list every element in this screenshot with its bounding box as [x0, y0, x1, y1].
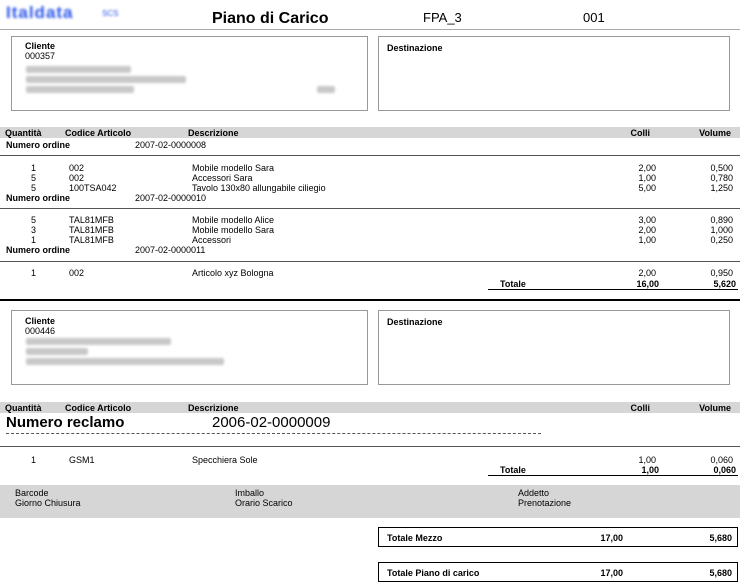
customer-code: 000357 — [25, 51, 56, 61]
row-colli: 3,00 — [638, 215, 656, 225]
giorno-chiusura-label: Giorno Chiusura — [15, 498, 81, 508]
redacted-customer-city — [26, 86, 134, 93]
order-divider — [0, 155, 740, 156]
row-volume: 1,250 — [710, 183, 733, 193]
reclamo-dashed-rule — [6, 433, 541, 434]
document-code: FPA_3 — [423, 10, 462, 25]
row-code: 100TSA042 — [69, 183, 117, 193]
order-number: 2007-02-0000011 — [135, 245, 206, 255]
row-colli: 5,00 — [638, 183, 656, 193]
order-number: 2007-02-0000008 — [135, 140, 207, 150]
row-code: GSM1 — [69, 455, 95, 465]
total-volume: 0,060 — [713, 465, 736, 475]
row-code: 002 — [69, 268, 85, 278]
redacted-customer-name — [26, 66, 131, 73]
row-desc: Tavolo 130x80 allungabile ciliegio — [192, 183, 326, 193]
total-underline — [488, 475, 738, 476]
col-volume: Volume — [699, 403, 731, 413]
order-divider — [0, 261, 740, 262]
addetto-label: Addetto — [518, 488, 550, 498]
total-underline — [488, 289, 738, 290]
document-number: 001 — [583, 10, 605, 25]
customer-label: Cliente — [25, 41, 56, 51]
redacted-customer-address — [26, 76, 186, 83]
destination-label: Destinazione — [387, 317, 443, 327]
row-code: TAL81MFB — [69, 225, 114, 235]
barcode-label: Barcode — [15, 488, 49, 498]
row-volume: 0,060 — [710, 455, 733, 465]
col-colli: Colli — [630, 128, 650, 138]
orario-scarico-label: Orario Scarico — [235, 498, 293, 508]
row-qty: 3 — [31, 225, 37, 235]
row-colli: 1,00 — [638, 173, 656, 183]
total-colli: 16,00 — [636, 279, 659, 289]
row-colli: 2,00 — [638, 225, 656, 235]
totale-mezzo-box — [378, 527, 738, 547]
imballo-label: Imballo — [235, 488, 265, 498]
destination-label: Destinazione — [387, 43, 443, 53]
total-volume: 5,620 — [713, 279, 736, 289]
document-title: Piano di Carico — [212, 10, 329, 27]
row-desc: Articolo xyz Bologna — [192, 268, 274, 278]
order-label: Numero ordine — [6, 193, 71, 203]
row-desc: Mobile modello Alice — [192, 215, 275, 225]
total-colli: 1,00 — [641, 465, 659, 475]
redacted-customer-address — [26, 348, 88, 355]
row-desc: Accessori — [192, 235, 232, 245]
col-descrizione: Descrizione — [188, 128, 239, 138]
row-colli: 1,00 — [638, 235, 656, 245]
row-code: TAL81MFB — [69, 235, 114, 245]
row-qty: 1 — [31, 455, 37, 465]
totale-piano-colli: 17,00 — [600, 568, 623, 578]
reclamo-label: Numero reclamo — [6, 414, 125, 431]
row-desc: Accessori Sara — [192, 173, 253, 183]
company-logo-sub: SCS — [102, 9, 119, 18]
col-codice-articolo: Codice Articolo — [65, 128, 132, 138]
prenotazione-label: Prenotazione — [518, 498, 572, 508]
totale-piano-volume: 5,680 — [709, 568, 732, 578]
row-volume: 0,780 — [710, 173, 733, 183]
row-volume: 0,890 — [710, 215, 733, 225]
row-volume: 0,950 — [710, 268, 733, 278]
row-qty: 1 — [31, 268, 37, 278]
company-logo: Italdata — [6, 3, 74, 22]
total-label: Totale — [500, 279, 526, 289]
reclamo-number: 2006-02-0000009 — [212, 414, 331, 431]
order-number: 2007-02-0000010 — [135, 193, 207, 203]
totale-piano-label: Totale Piano di carico — [387, 568, 480, 578]
redacted-customer-city — [26, 358, 224, 365]
totale-mezzo-volume: 5,680 — [709, 533, 732, 543]
redacted-customer-name — [26, 338, 171, 345]
col-descrizione: Descrizione — [188, 403, 239, 413]
section-separator — [0, 299, 740, 301]
total-label: Totale — [500, 465, 526, 475]
row-desc: Mobile modello Sara — [192, 163, 275, 173]
redacted-customer-province — [317, 86, 335, 93]
row-volume: 1,000 — [710, 225, 733, 235]
order-label: Numero ordine — [6, 245, 71, 255]
row-qty: 5 — [31, 215, 37, 225]
customer-box — [11, 36, 368, 111]
footer-band — [0, 485, 740, 518]
col-colli: Colli — [630, 403, 650, 413]
row-qty: 1 — [31, 235, 37, 245]
row-code: 002 — [69, 163, 85, 173]
row-qty: 5 — [31, 173, 37, 183]
order-divider — [0, 446, 740, 447]
row-colli: 2,00 — [638, 163, 656, 173]
totale-mezzo-colli: 17,00 — [600, 533, 623, 543]
row-qty: 5 — [31, 183, 37, 193]
destination-box — [378, 36, 730, 111]
row-desc: Specchiera Sole — [192, 455, 258, 465]
order-label: Numero ordine — [6, 140, 71, 150]
row-code: 002 — [69, 173, 85, 183]
totale-piano-box — [378, 562, 738, 582]
row-volume: 0,500 — [710, 163, 733, 173]
order-divider — [0, 208, 740, 209]
row-colli: 2,00 — [638, 268, 656, 278]
customer-label: Cliente — [25, 316, 56, 326]
customer-code: 000446 — [25, 326, 56, 336]
col-volume: Volume — [699, 128, 731, 138]
totale-mezzo-label: Totale Mezzo — [387, 533, 443, 543]
col-codice-articolo: Codice Articolo — [65, 403, 132, 413]
customer-box — [11, 310, 368, 385]
row-qty: 1 — [31, 163, 37, 173]
col-quantita: Quantità — [5, 403, 42, 413]
row-desc: Mobile modello Sara — [192, 225, 275, 235]
col-quantita: Quantità — [5, 128, 42, 138]
destination-box — [378, 310, 730, 385]
header-divider — [0, 29, 740, 30]
row-volume: 0,250 — [710, 235, 733, 245]
row-colli: 1,00 — [638, 455, 656, 465]
row-code: TAL81MFB — [69, 215, 114, 225]
